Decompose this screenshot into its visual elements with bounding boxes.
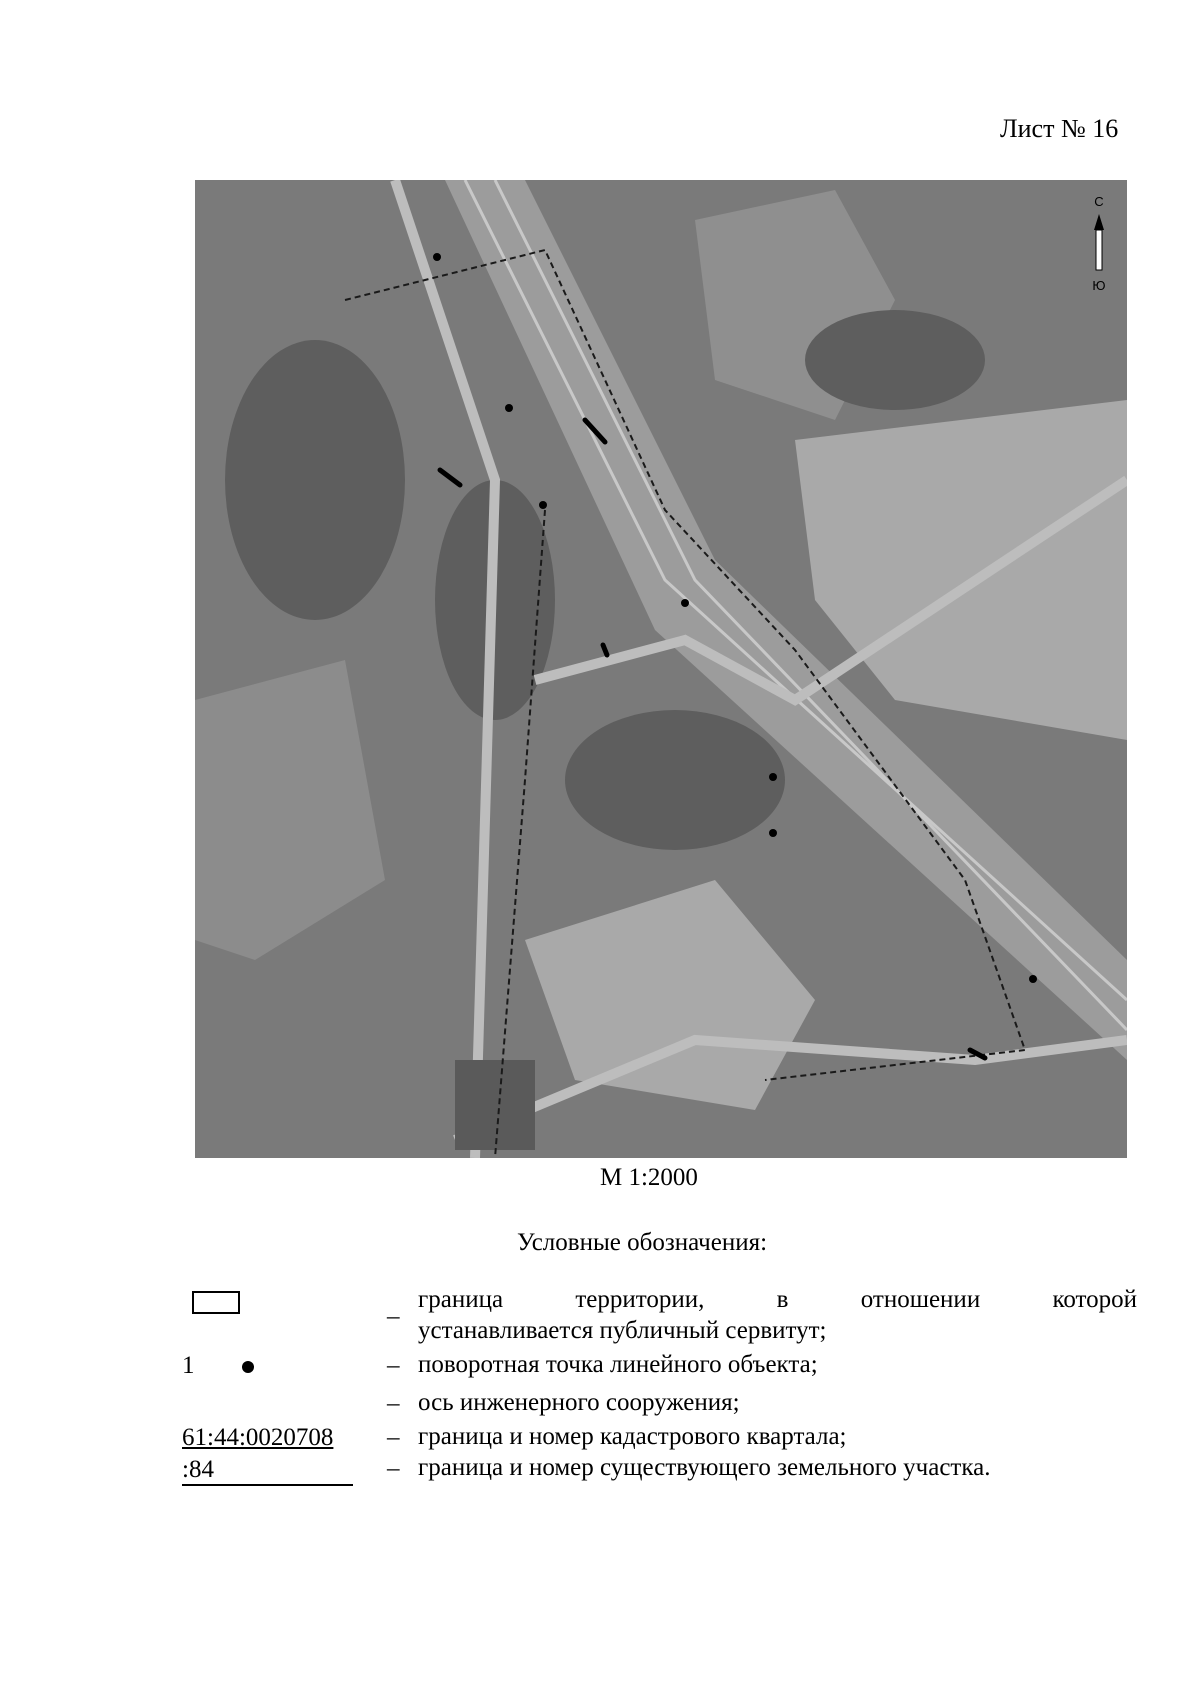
legend-dash: _	[387, 1294, 400, 1321]
north-letter: С	[1094, 194, 1104, 209]
vegetation-patch-4	[805, 310, 985, 410]
turning-point	[505, 404, 513, 412]
dot-icon	[242, 1361, 254, 1373]
legend-dash: –	[387, 1424, 400, 1451]
building-dark	[455, 1060, 535, 1150]
legend-symbol-number: 1	[182, 1352, 195, 1379]
turning-point	[433, 253, 441, 261]
aerial-map[interactable]	[195, 180, 1127, 1158]
legend-text: поворотная точка линейного объекта;	[418, 1351, 818, 1378]
legend-text: граница и номер существующего земельного участка.	[418, 1454, 991, 1481]
legend-symbol-plot-number: :84	[182, 1455, 353, 1486]
turning-point	[1029, 975, 1037, 983]
legend-text: ось инженерного сооружения;	[418, 1389, 740, 1416]
vegetation-patch-3	[225, 340, 405, 620]
legend-dash: –	[387, 1455, 400, 1482]
turning-point	[539, 501, 547, 509]
turning-point	[769, 773, 777, 781]
legend-dash: –	[387, 1390, 400, 1417]
legend-text-line: устанавливается публичный сервитут;	[418, 1317, 827, 1344]
north-arrow-shaft	[1096, 230, 1102, 270]
legend-title: Условные обозначения:	[517, 1229, 768, 1256]
map-canvas	[195, 180, 1127, 1158]
map-scale: М 1:2000	[600, 1164, 698, 1191]
sheet-number: Лист № 16	[1000, 114, 1119, 143]
legend-text: граница и номер кадастрового квартала;	[418, 1423, 847, 1450]
south-letter: Ю	[1092, 278, 1106, 293]
rectangle-outline-icon	[192, 1291, 240, 1314]
vegetation-patch-2	[565, 710, 785, 850]
legend-dash: –	[387, 1352, 400, 1379]
turning-point	[681, 599, 689, 607]
legend-text-line: граница территории, в отношении которой	[418, 1286, 1137, 1313]
turning-point	[769, 829, 777, 837]
legend-symbol-cadastral-number: 61:44:0020708	[182, 1424, 334, 1451]
